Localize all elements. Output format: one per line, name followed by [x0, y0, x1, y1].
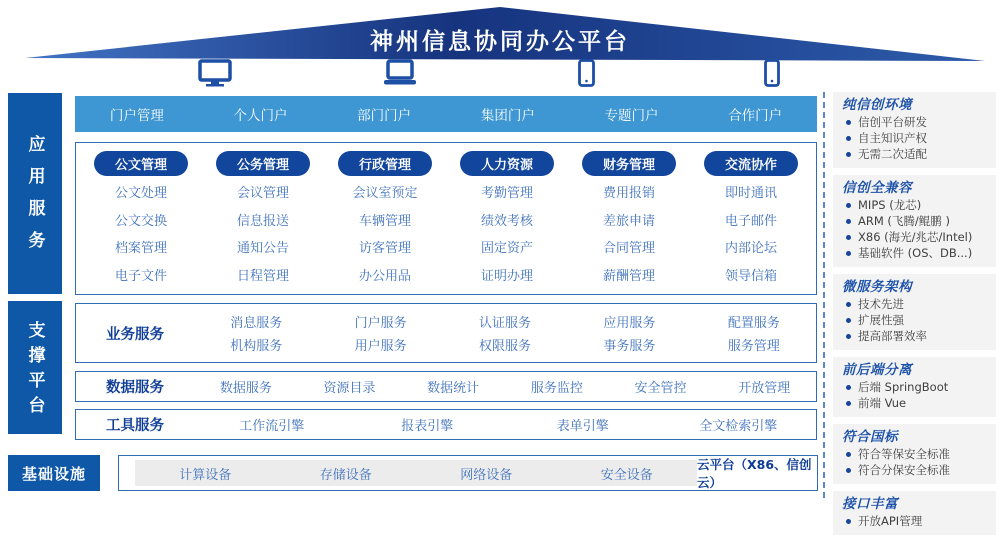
feature-item	[842, 296, 990, 312]
feature-item-text: X86 (海光/兆芯/Intel)	[858, 230, 973, 244]
module-item: 车辆管理	[358, 213, 411, 229]
feature-title: 接口丰富	[842, 496, 898, 512]
module-item: 证明办理	[480, 268, 533, 284]
module-item: 电子文件	[114, 268, 167, 284]
feature-item-text: 符合分保安全标准	[858, 463, 950, 477]
feature-item-text: 提高部署效率	[858, 329, 927, 343]
feature-item	[842, 379, 990, 395]
feature-item	[842, 213, 990, 229]
portal-item: 合作门户	[728, 108, 783, 124]
feature-item-text: 基础软件 (OS、DB...)	[858, 246, 973, 260]
feature-item-text: 自主知识产权	[858, 131, 927, 145]
module-item: 会议管理	[236, 186, 289, 202]
feature-section	[833, 357, 996, 417]
module-item: 会议室预定	[352, 186, 418, 202]
module-item: 访客管理	[358, 241, 411, 257]
app-module	[446, 151, 568, 288]
desktop-icon	[197, 59, 233, 87]
app-module	[202, 151, 324, 288]
feature-item	[842, 197, 990, 213]
service-item: 事务服务	[603, 339, 656, 354]
feature-item	[842, 328, 990, 344]
bullet-icon	[846, 401, 851, 406]
application-services-panel	[75, 142, 817, 295]
feature-item	[842, 130, 990, 146]
feature-title: 符合国标	[842, 429, 898, 445]
device-item: 网络设备	[460, 467, 513, 483]
business-services-row	[75, 303, 817, 363]
module-item: 公文交换	[114, 213, 167, 229]
service-item: 数据服务	[219, 381, 272, 396]
infrastructure-row	[118, 455, 818, 491]
service-item: 数据统计	[427, 381, 480, 396]
service-item: 全文检索引擎	[699, 419, 778, 434]
service-item: 开放管理	[738, 381, 791, 396]
layer-label-support: 支撑平台	[8, 301, 62, 434]
feature-item	[842, 114, 990, 130]
feature-item-text: MIPS (龙芯)	[858, 198, 922, 212]
app-module	[690, 151, 812, 288]
service-item: 用户服务	[354, 339, 407, 354]
app-module	[568, 151, 690, 288]
portal-item: 专题门户	[604, 108, 659, 124]
feature-item	[842, 395, 990, 411]
feature-item-text: 无需二次适配	[858, 147, 927, 161]
device-item: 存储设备	[319, 467, 372, 483]
bullet-icon	[846, 452, 851, 457]
feature-item-text: 符合等保安全标准	[858, 447, 950, 461]
bullet-icon	[846, 385, 851, 390]
feature-item-text: 技术先进	[858, 297, 904, 311]
phone-icon	[764, 59, 780, 87]
bullet-icon	[846, 318, 851, 323]
service-item: 服务管理	[727, 339, 780, 354]
feature-item	[842, 462, 990, 478]
service-item: 表单引擎	[556, 419, 609, 434]
feature-section	[833, 491, 996, 535]
feature-item-text: 后端 SpringBoot	[858, 380, 949, 394]
module-header: 公文管理	[94, 151, 188, 176]
module-item: 薪酬管理	[602, 268, 655, 284]
data-services-row	[75, 371, 817, 402]
laptop-icon	[382, 59, 418, 87]
feature-section	[833, 274, 996, 350]
feature-item	[842, 312, 990, 328]
module-item: 公文处理	[114, 186, 167, 202]
layer-label-application: 应用服务	[8, 93, 62, 294]
portal-item: 部门门户	[357, 108, 412, 124]
app-module	[324, 151, 446, 288]
module-item: 电子邮件	[724, 213, 777, 229]
service-item: 消息服务	[230, 316, 283, 331]
service-item: 服务监控	[530, 381, 583, 396]
portal-item: 门户管理	[109, 108, 164, 124]
dashed-divider	[823, 92, 825, 498]
module-item: 日程管理	[236, 268, 289, 284]
feature-title: 微服务架构	[842, 279, 912, 295]
module-item: 差旅申请	[602, 213, 655, 229]
feature-section	[833, 92, 996, 168]
feature-item-text: 信创平台研发	[858, 115, 927, 129]
bullet-icon	[846, 519, 851, 524]
module-item: 领导信箱	[724, 268, 777, 284]
feature-item	[842, 446, 990, 462]
module-header: 财务管理	[582, 151, 676, 176]
feature-item-text: 前端 Vue	[858, 396, 907, 410]
row-label: 工具服务	[106, 418, 164, 434]
device-item: 安全设备	[600, 467, 653, 483]
app-module	[80, 151, 202, 288]
module-item: 固定资产	[480, 241, 533, 257]
module-item: 内部论坛	[724, 241, 777, 257]
portal-bar	[75, 96, 817, 132]
service-item: 工作流引擎	[239, 419, 305, 434]
bullet-icon	[846, 334, 851, 339]
layer-label-infrastructure: 基础设施	[8, 455, 100, 491]
service-item: 应用服务	[603, 316, 656, 331]
bullet-icon	[846, 302, 851, 307]
feature-item-text: ARM (飞腾/鲲鹏 )	[858, 214, 950, 228]
service-item: 安全管控	[634, 381, 687, 396]
bullet-icon	[846, 152, 851, 157]
module-item: 信息报送	[236, 213, 289, 229]
portal-item: 个人门户	[233, 108, 288, 124]
portal-item: 集团门户	[480, 108, 535, 124]
service-item: 机构服务	[230, 339, 283, 354]
feature-title: 前后端分离	[842, 362, 912, 378]
module-header: 行政管理	[338, 151, 432, 176]
bullet-icon	[846, 235, 851, 240]
feature-item	[842, 513, 990, 529]
service-item: 配置服务	[727, 316, 780, 331]
bullet-icon	[846, 120, 851, 125]
platform-title: 神州信息协同办公平台	[370, 29, 630, 55]
module-item: 绩效考核	[480, 213, 533, 229]
feature-item	[842, 146, 990, 162]
bullet-icon	[846, 136, 851, 141]
feature-item	[842, 229, 990, 245]
bullet-icon	[846, 468, 851, 473]
tool-services-row	[75, 409, 817, 440]
hardware-devices-strip	[135, 460, 697, 486]
service-item: 资源目录	[323, 381, 376, 396]
feature-section	[833, 424, 996, 484]
device-item: 计算设备	[179, 467, 232, 483]
tablet-icon	[578, 59, 595, 87]
feature-title: 信创全兼容	[842, 180, 912, 196]
bullet-icon	[846, 251, 851, 256]
service-item: 认证服务	[479, 316, 532, 331]
module-item: 办公用品	[358, 268, 411, 284]
service-item: 门户服务	[354, 316, 407, 331]
module-item: 档案管理	[114, 241, 167, 257]
row-label: 数据服务	[106, 380, 164, 396]
feature-section	[833, 175, 996, 267]
module-header: 人力资源	[460, 151, 554, 176]
service-item: 报表引擎	[401, 419, 454, 434]
module-item: 考勤管理	[480, 186, 533, 202]
row-label: 业务服务	[106, 326, 164, 343]
feature-item-text: 开放API管理	[858, 514, 923, 528]
feature-title: 纯信创环境	[842, 97, 912, 113]
cloud-platform-label: 云平台（X86、信创云）	[697, 457, 812, 490]
module-header: 交流协作	[704, 151, 798, 176]
module-item: 费用报销	[602, 186, 655, 202]
module-item: 即时通讯	[724, 186, 777, 202]
bullet-icon	[846, 203, 851, 208]
feature-item	[842, 245, 990, 261]
feature-sidebar	[833, 92, 996, 542]
module-header: 公务管理	[216, 151, 310, 176]
feature-item-text: 扩展性强	[858, 313, 904, 327]
service-item: 权限服务	[479, 339, 532, 354]
module-item: 合同管理	[602, 241, 655, 257]
module-item: 通知公告	[236, 241, 289, 257]
bullet-icon	[846, 219, 851, 224]
